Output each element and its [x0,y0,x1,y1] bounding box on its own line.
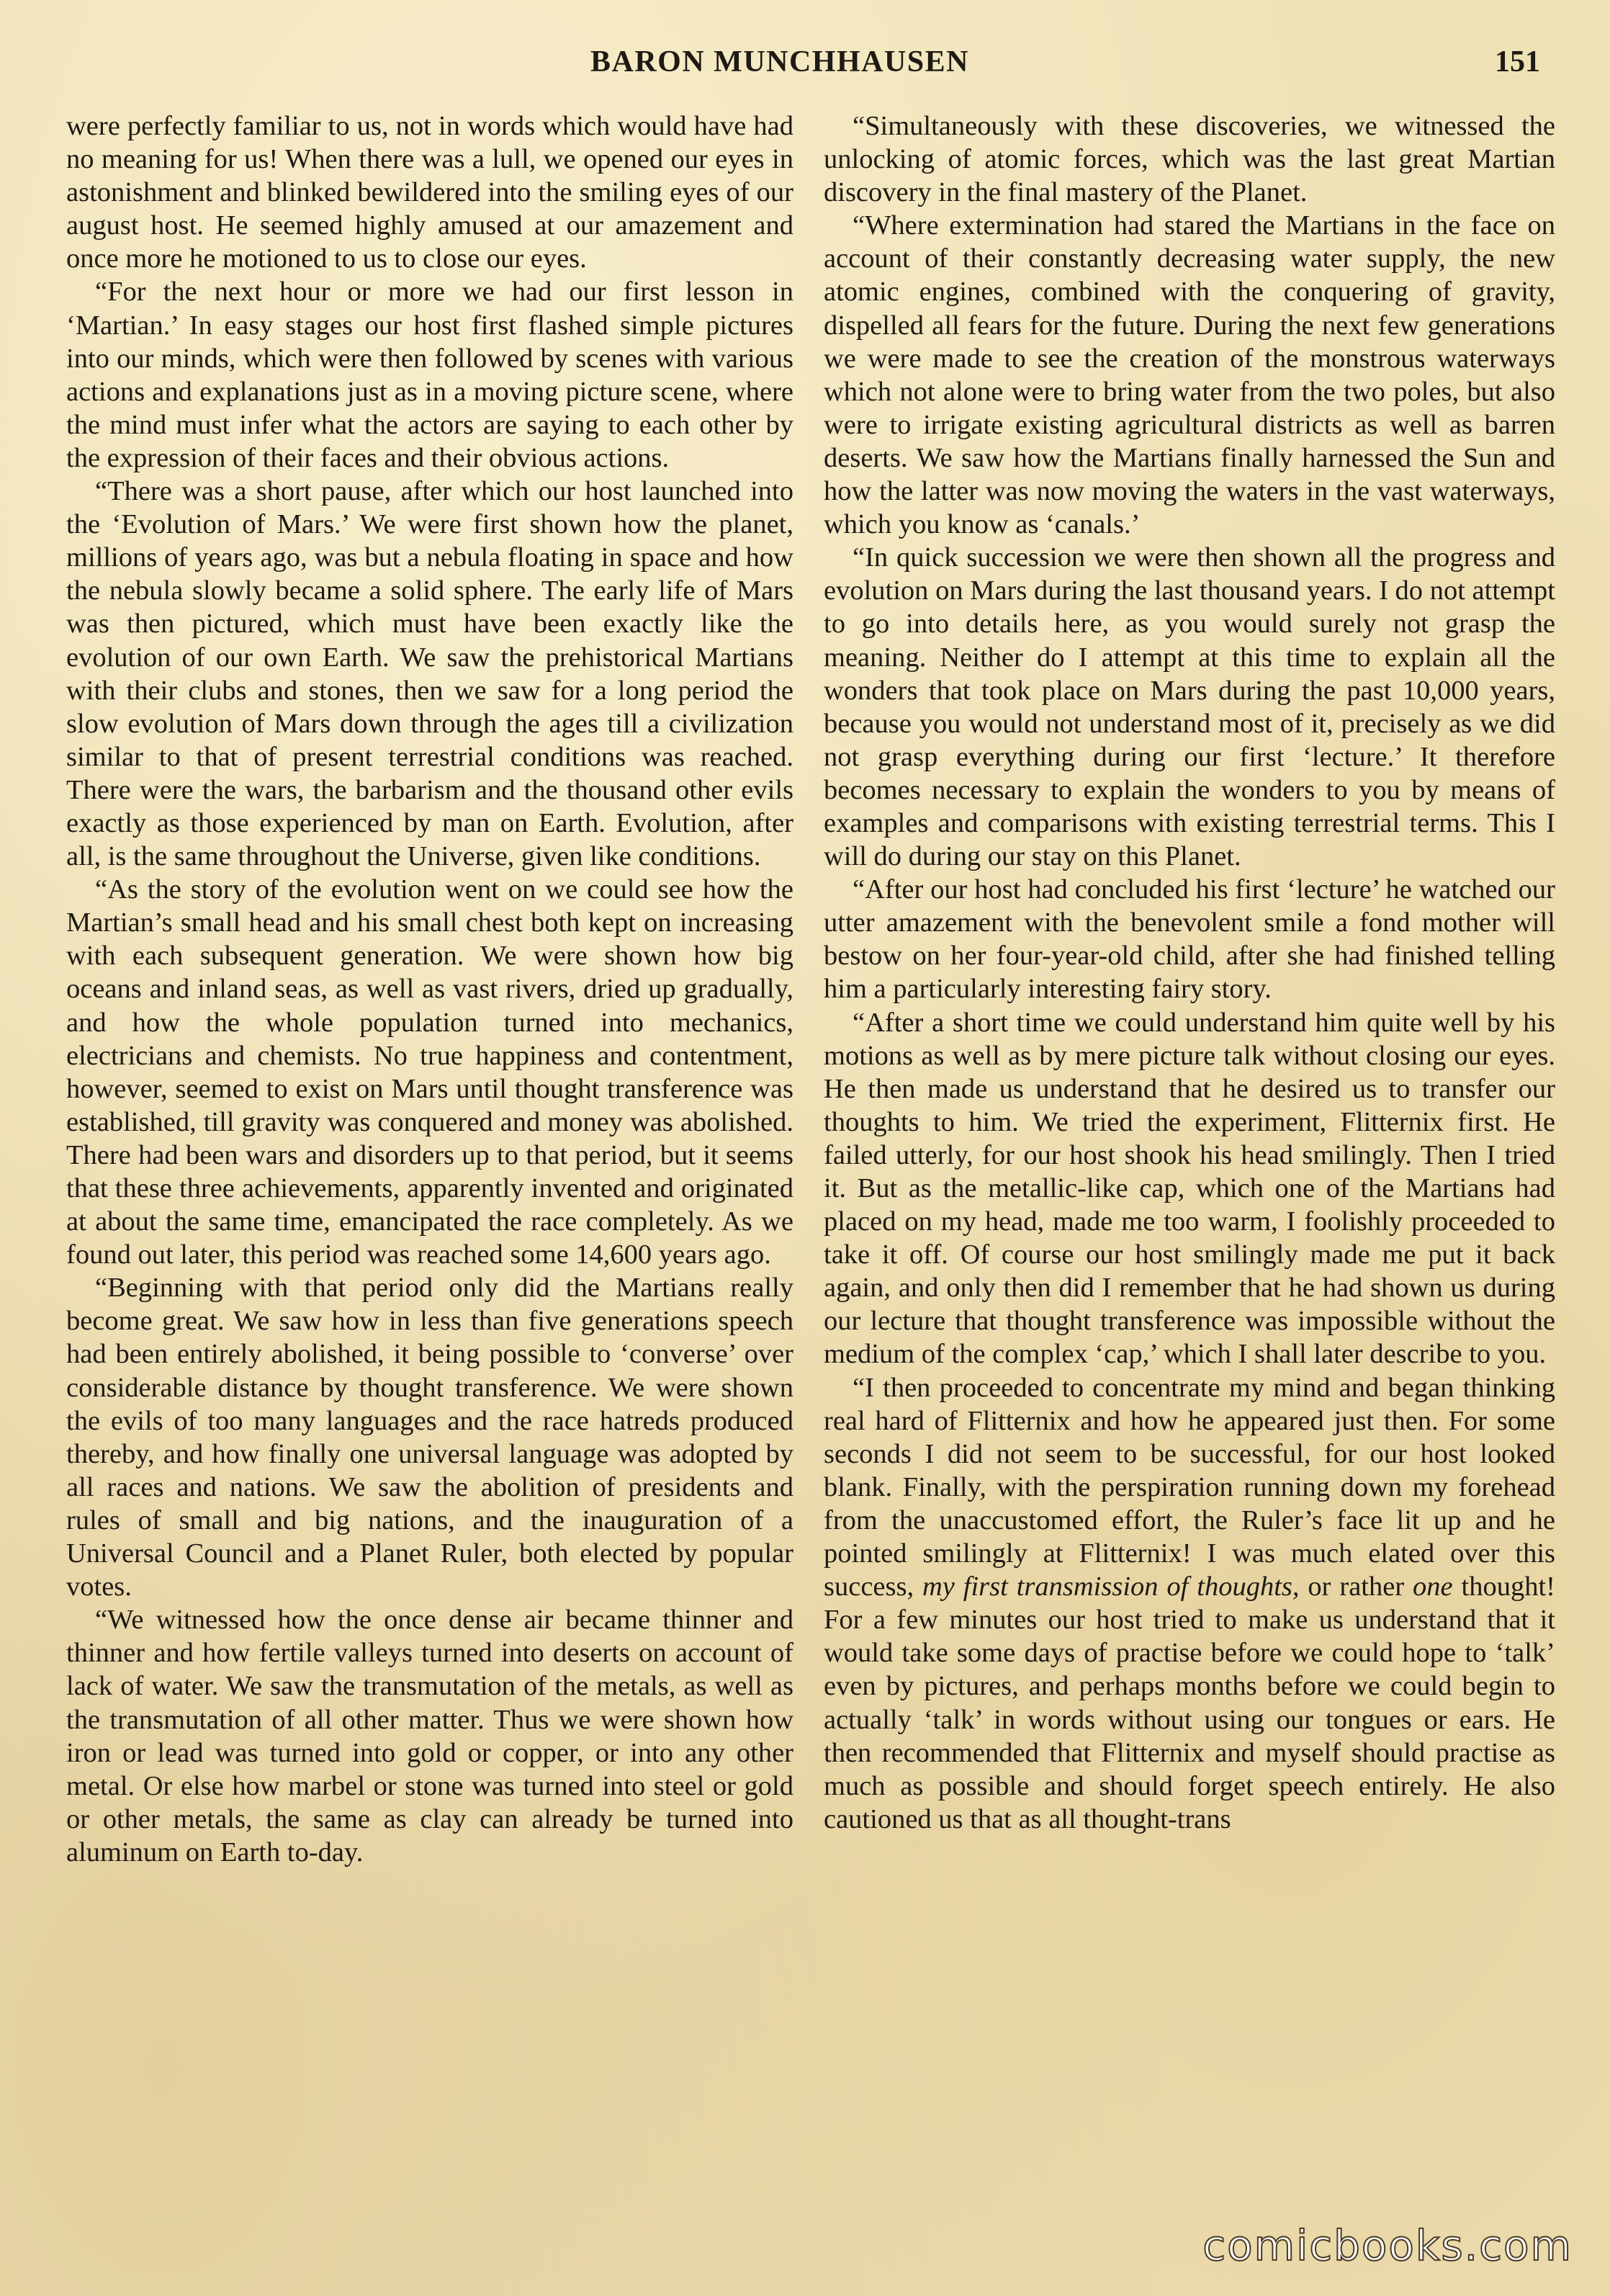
italic-run: my first transmission of thoughts, [922,1571,1300,1602]
paragraph: “We witnessed how the once dense air became thinner and thinner and how fertile valleys turned into deserts on account of lack of water. We saw the transmutation of the metals, as well as the transmutation of all other matter. Thus we were shown how iron or lead was turned into gold or copper, or into any other metal. Or else how marbel or stone was turned into steel or gold or other metals, the same as clay can already be turned into aluminum on Earth to-day. [66,1605,793,1867]
paragraph: “As the story of the evolution went on we could see how the Martian’s small head and his small chest both kept on increasing with each subsequent generation. We were shown how big oceans and inland seas, as well as vast rivers, dried up gradually, and how the whole population turned into mechanics, electricians and chemists. No true happiness and contentment, however, seemed to exist on Mars until thought transference was established, till gravity was conquered and money was abolished. There had been wars and disorders up to that period, but it seems that these three achievements, apparently invented and originated at about the same time, emancipated the race completely. As we found out later, this period was reached some 14,600 years ago. [66,874,793,1270]
right-column [824,109,1555,2212]
left-column [66,109,793,2212]
paragraph: “Where extermination had stared the Martians in the face on account of their constantly decreasing water supply, the new atomic engines, combined with the conquering of gravity, dispelled all fears for the future. During the next few generations we were made to see the creation of the monstrous waterways which not alone were to bring water from the two poles, but also were to irrigate existing agricultural districts as well as barren deserts. We saw how the Martians finally harnessed the Sun and how the latter was now moving the waters in the vast waterways, which you know as ‘canals.’ [824,210,1555,540]
paragraph: “Beginning with that period only did the Martians really become great. We saw how in less than five generations speech had been entirely abolished, it being possible to ‘converse’ over considerable distance by thought transference. We were shown the evils of too many languages and the race hatreds produced thereby, and how finally one universal language was adopted by all races and nations. We saw the abolition of presidents and rules of small and big nations, and the inauguration of a Universal Council and a Planet Ruler, both elected by popular votes. [66,1273,793,1602]
watermark: comicbooks.com [1202,2221,1573,2270]
paragraph-last [824,1371,1555,1836]
text-run: thought! For a few minutes our host tried to make us understand that it would take some days of practise before we could hope to ‘talk’ even by pictures, and perhaps months before we could begin to actually ‘talk’ in words without using our tongues or ears. He then recommended that Flitternix and myself should practise as much as possible and should forget speech entirely. He also cautioned us that as all thought-trans [824,1571,1555,1834]
text-run: “I then proceeded to concentrate my mind and began thinking real hard of Flitternix and how he appeared just then. For some seconds I did not seem to be successful, for our host looked blank. Finally, with the perspiration running down my forehead from the unaccustomed effort, the Ruler’s face lit up and he pointed smilingly at Flitternix! I was much elated over this success, [824,1372,1555,1602]
italic-run: one [1413,1571,1453,1602]
paragraph: “In quick succession we were then shown all the progress and evolution on Mars during the last thousand years. I do not attempt to go into details here, as you would surely not grasp the meaning. Neither do I attempt at this time to explain all the wonders that took place on Mars during the past 10,000 years, because you would not understand most of it, precisely as we did not grasp everything during our first ‘lecture.’ It therefore becomes necessary to explain the wonders to you by means of examples and comparisons with existing terrestrial terms. This I will do during our stay on this Planet. [824,542,1555,872]
paragraph: “For the next hour or more we had our first lesson in ‘Martian.’ In easy stages our host first flashed simple pictures into our minds, which were then followed by scenes with various actions and explanations just as in a moving picture scene, where the mind must infer what the actors are saying to each other by the expression of their faces and their obvious actions. [66,277,793,473]
paragraph: “Simultaneously with these discoveries, we witnessed the unlocking of atomic forces, which was the last great Martian discovery in the final mastery of the Planet. [824,111,1555,208]
text-run: or rather [1299,1571,1413,1602]
paragraph: “There was a short pause, after which our host launched into the ‘Evolution of Mars.’ We were first shown how the planet, millions of years ago, was but a nebula floating in space and how the nebula slowly became a solid sphere. The early life of Mars was then pictured, which must have been exactly like the evolution of our own Earth. We saw the prehistorical Martians with their clubs and stones, then we saw for a long period the slow evolution of Mars down through the ages till a civilization similar to that of present terrestrial conditions was reached. There were the wars, the barbarism and the thousand other evils exactly as those experienced by man on Earth. Evolution, after all, is the same throughout the Universe, given like conditions. [66,476,793,872]
paragraph: were perfectly familiar to us, not in words which would have had no meaning for us! When there was a lull, we opened our eyes in astonishment and blinked bewildered into the smiling eyes of our august host. He seemed highly amused at our amazement and once more he motioned to us to close our eyes. [66,111,793,274]
page-number: 151 [1495,45,1540,79]
paragraph: “After a short time we could understand him quite well by his motions as well as by mere picture talk without closing our eyes. He then made us understand that he desired us to transfer our thoughts to him. We tried the experiment, Flitternix first. He failed utterly, for our host shook his head smilingly. Then I tried it. But as the metallic-like cap, which one of the Martians had placed on my head, made me too warm, I foolishly proceeded to take it off. Of course our host smilingly made me put it back again, and only then did I remember that he had shown us during our lecture that thought transference was impossible without the medium of the complex ‘cap,’ which I shall later describe to you. [824,1007,1555,1370]
running-title: BARON MUNCHHAUSEN [590,45,970,79]
paragraph: “After our host had concluded his first ‘lecture’ he watched our utter amazement with the benevolent smile a fond mother will bestow on her four-year-old child, after she had finished telling him a particularly interesting fairy story. [824,874,1555,1005]
